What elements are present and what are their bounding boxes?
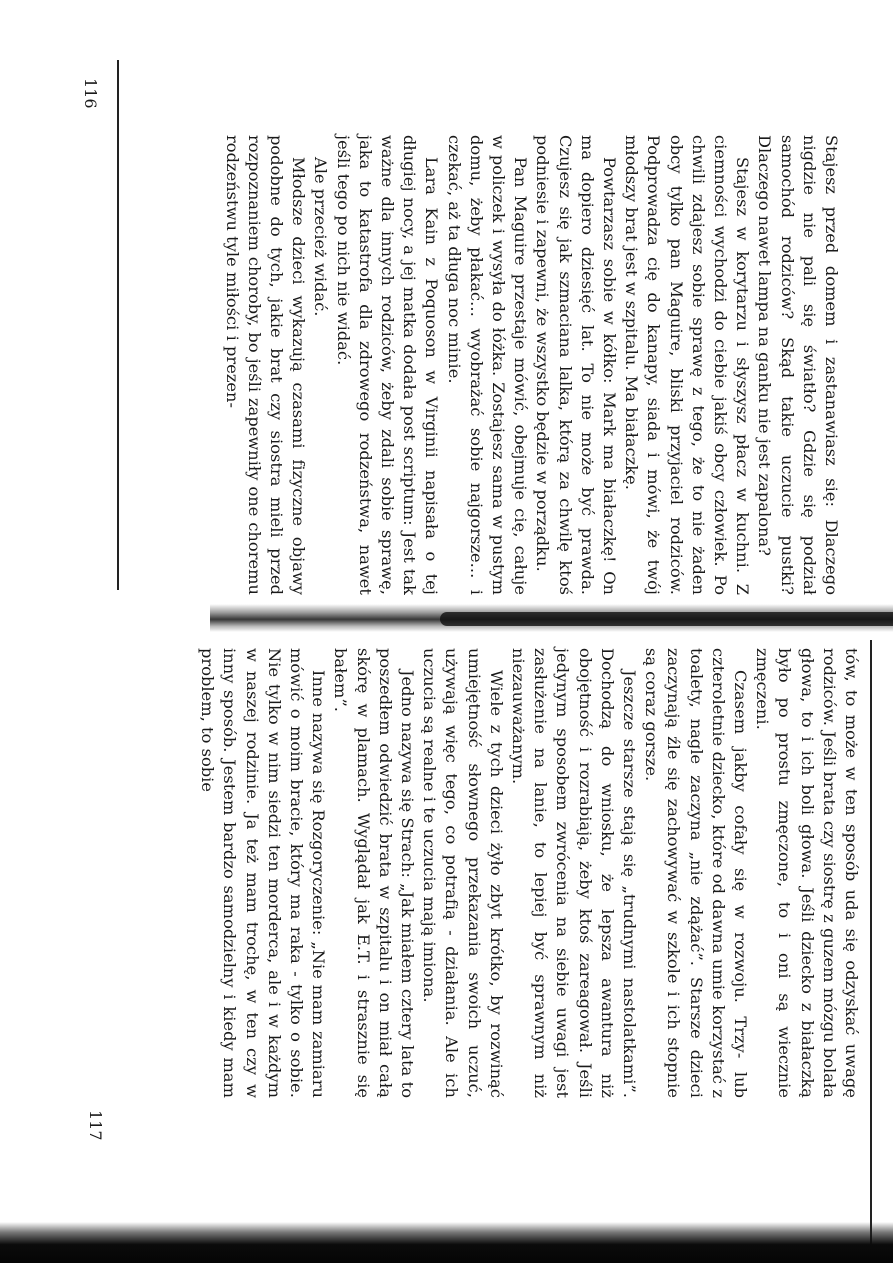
- paragraph: Pan Maguire przestaje mówić, obejmuje cię, całuje w policzek i wysyła do łóżka. Zostajesz sama w pustym domu, żeby płakać... wyobrażać sobie najgorsze... i czekać, aż ta długa noc minie.: [444, 135, 531, 595]
- paragraph: Jeszcze starsze stają się „trudnymi nastolatkami”. Dochodzą do wniosku, że lepsza awantura niż obojętność i rozrabiają, żeby ktoś zareagował. Jeśli jedynym sposobem zwrócenia na siebie uwagi jest zasłużenie na lanie, to lepiej być sprawnym niż niezauważanym.: [508, 648, 639, 1098]
- paragraph: Lara Kain z Poquoson w Virginii napisała o tej długiej nocy, a jej matka dodała post scriptum: Jest tak ważne dla innych rodziców, żeby zdali sobie sprawę, jaka to katastrofa dla zdrowego rodzeństwa, nawet jeśli tego po nich nie widać.: [333, 135, 442, 595]
- paragraph: Inne nazywa się Rozgoryczenie: „Nie mam zamiaru mówić o moim bracie, który ma raka - tylko o sobie. Nie tylko w nim siedzi ten morderca, ale i w każdym w naszej rodzinie. Ja też mam trochę, w ten czy w inny sposób. Jestem bardzo samodzielny i kiedy mam problem, to sobie: [198, 648, 329, 1098]
- page-rule-right: [870, 640, 872, 1263]
- paragraph: Młodsze dzieci wykazują czasami fizyczne objawy podobne do tych, jakie brat czy siostra mieli przed rozpoznaniem choroby, bo jeśli zapewniły one choremu rodzeństwu tyle miłości i prezen-: [222, 135, 309, 595]
- page-number-right: 117: [86, 1110, 105, 1141]
- page-117-text: [147, 648, 862, 1098]
- paragraph: tów, to może w ten sposób uda się odzyskać uwagę rodziców. Jeśli brata czy siostrę z guzem mózgu bolała głowa, to i ich boli głowa. Jeśli dziecko z białaczką było po prostu zmęczone, to i oni są wiecznie zmęczeni.: [753, 648, 861, 1098]
- paragraph: Jedno nazywa się Strach: „Jak miałem cztery lata to poszedłem odwiedzić brata w szpitalu i on miał całą skórę w plamach. Wyglądał jak E.T. i strasznie się bałem”.: [331, 648, 417, 1098]
- page-116-text: [117, 135, 842, 595]
- paragraph: Ale przecież widać.: [311, 157, 331, 317]
- paragraph: Wiele z tych dzieci żyło zbyt krótko, by rozwinąć umiejętność słownego przekazania swoich uczuć, używają więc tego, co potrafią - działania. Ale ich uczucia są realne i te uczucia mają imiona.: [420, 648, 506, 1098]
- scan-gutter-line: [440, 612, 893, 626]
- paragraph: Stajesz w korytarzu i słyszysz płacz w kuchni. Z ciemności wychodzi do ciebie jakiś obcy człowiek. Po chwili zdajesz sobie sprawę z tego, że to nie żaden obcy tylko pan Maguire, bliski przyjaciel rodziców. Podprowadza cię do kanapy, siada i mówi, że twój młodszy brat jest w szpitalu. Ma białaczkę.: [622, 135, 753, 595]
- paragraph: Stajesz przed domem i zastanawiasz się: Dlaczego nigdzie nie pali się światło? Gdzie się podział samochód rodziców? Skąd takie uczucie pustki? Dlaczego nawet lampa na ganku nie jest zapalona?: [755, 135, 841, 595]
- page-number-left: 116: [81, 78, 100, 109]
- scan-bottom-edge-shadow: [0, 1222, 893, 1263]
- paragraph: Powtarzasz sobie w kółko: Mark ma białaczkę! On ma dopiero dziesięć lat. To nie może być prawda. Czujesz się jak szmaciana lalka, którą za chwilę ktoś podniesie i zapewni, że wszystko będzie w porządku.: [533, 135, 619, 595]
- paragraph: Czasem jakby cofały się w rozwoju. Trzy- lub czteroletnie dziecko, które od dawna umie korzystać z toalety, nagle zaczyna „nie zdążać”. Starsze dzieci zaczynają źle się zachowywać w szkole i ich stopnie są coraz gorsze.: [642, 648, 750, 1098]
